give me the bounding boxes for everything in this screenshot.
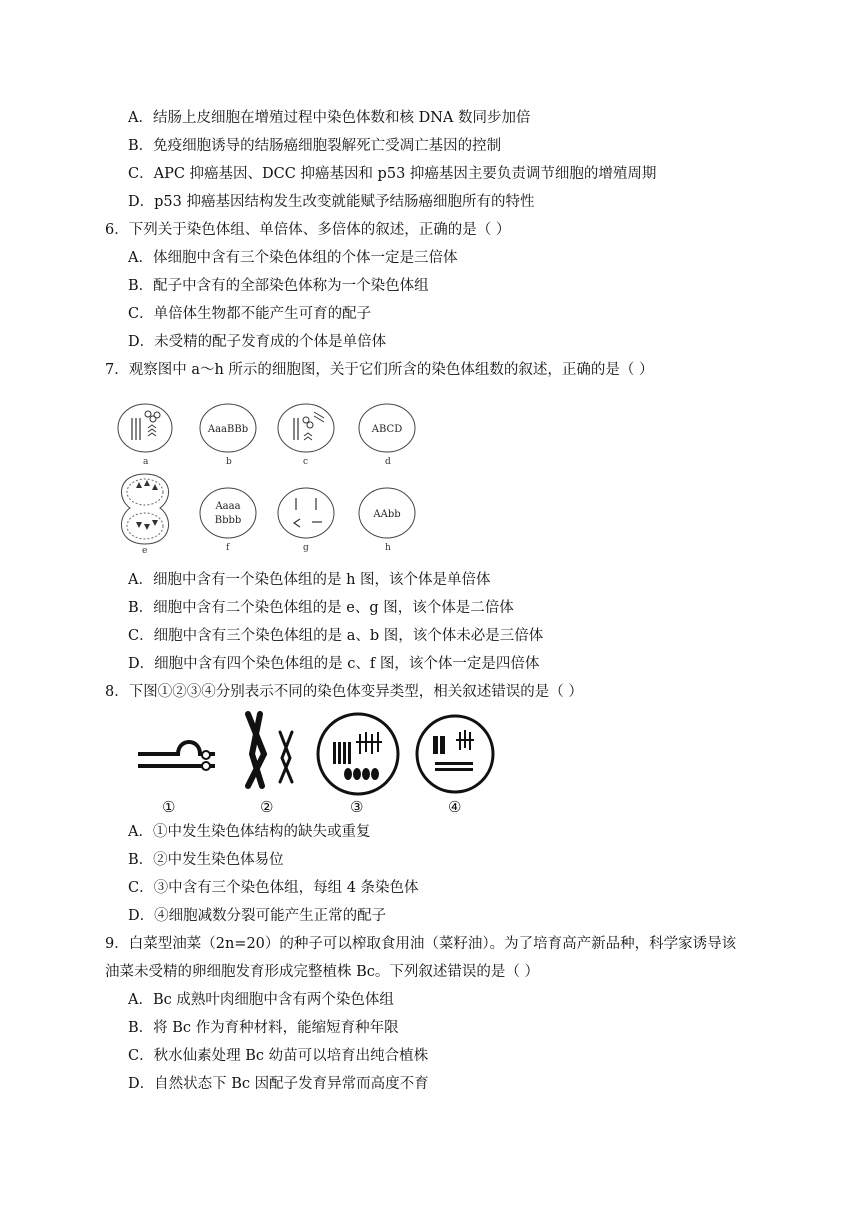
q8-stem: 8．下图①②③④分别表示不同的染色体变异类型，相关叙述错误的是（ ） (105, 684, 583, 700)
q9-stem-line1: 9．白菜型油菜（2n=20）的种子可以榨取食用油（菜籽油）。为了培育高产新品种，科学家诱导该 (105, 936, 737, 952)
cell-label-d: d (385, 457, 391, 467)
q6-stem: 6．下列关于染色体组、单倍体、多倍体的叙述，正确的是（ ） (105, 222, 511, 238)
cell-label-f: f (226, 543, 230, 553)
q5-option-b: B．免疫细胞诱导的结肠癌细胞裂解死亡受凋亡基因的控制 (128, 138, 502, 154)
q7-stem: 7．观察图中 a～h 所示的细胞图，关于它们所含的染色体组数的叙述，正确的是（ ） (105, 362, 654, 378)
q9-stem-line2: 油菜未受精的卵细胞发育形成完整植株 Bc。下列叙述错误的是（ ） (105, 964, 539, 980)
cell-label-g: g (303, 543, 309, 553)
cell-text-d: ABCD (371, 424, 403, 435)
cell-e (121, 474, 168, 556)
figure-label-4: ④ (448, 798, 462, 816)
q5-option-a: A．结肠上皮细胞在增殖过程中染色体数和核 DNA 数同步加倍 (128, 110, 531, 126)
figure-label-1: ① (162, 798, 176, 816)
cell-c (278, 404, 334, 467)
cell-h (359, 488, 415, 553)
q9-option-c: C．秋水仙素处理 Bc 幼苗可以培育出纯合植株 (128, 1048, 429, 1064)
q7-option-c: C．细胞中含有三个染色体组的是 a、b 图，该个体未必是三倍体 (128, 628, 544, 644)
cell-label-b: b (226, 457, 232, 467)
cell-label-c: c (303, 457, 309, 467)
cell-g (278, 488, 334, 553)
q6-option-a: A．体细胞中含有三个染色体组的个体一定是三倍体 (128, 250, 458, 266)
cell-b (200, 404, 256, 467)
figure-label-2: ② (260, 798, 274, 816)
q5-option-c: C．APC 抑癌基因、DCC 抑癌基因和 p53 抑癌基因主要负责调节细胞的增殖周期 (128, 166, 657, 182)
cell-label-e: e (142, 546, 148, 556)
q8-option-b: B．②中发生染色体易位 (128, 852, 284, 868)
q5-option-d: D．p53 抑癌基因结构发生改变就能赋予结肠癌细胞所有的特性 (128, 194, 535, 210)
q9-option-b: B．将 Bc 作为育种材料，能缩短育种年限 (128, 1020, 399, 1036)
cell-text-h: AAbb (373, 509, 401, 520)
q7-cell-figure (110, 398, 420, 556)
figure-label-3: ③ (350, 798, 364, 816)
variation-4 (417, 716, 493, 816)
variation-1 (138, 742, 215, 816)
cell-d (359, 404, 415, 467)
q8-option-d: D．④细胞减数分裂可能产生正常的配子 (128, 908, 387, 924)
cell-text-f-1: Aaaa (215, 501, 241, 512)
variation-3 (318, 714, 398, 816)
q7-option-b: B．细胞中含有二个染色体组的是 e、g 图，该个体是二倍体 (128, 600, 514, 616)
cell-text-f-2: Bbbb (214, 515, 242, 526)
cell-label-h: h (385, 543, 391, 553)
q8-option-c: C．③中含有三个染色体组，每组 4 条染色体 (128, 880, 419, 896)
cell-f (200, 488, 256, 553)
variation-2 (248, 714, 292, 816)
q6-option-d: D．未受精的配子发育成的个体是单倍体 (128, 334, 387, 350)
cell-text-b: AaaBBb (207, 424, 249, 435)
q7-option-a: A．细胞中含有一个染色体组的是 h 图，该个体是单倍体 (128, 572, 491, 588)
cell-a (118, 404, 172, 467)
q9-option-a: A．Bc 成熟叶肉细胞中含有两个染色体组 (128, 992, 394, 1008)
q7-option-d: D．细胞中含有四个染色体组的是 c、f 图，该个体一定是四倍体 (128, 656, 540, 672)
q8-option-a: A．①中发生染色体结构的缺失或重复 (128, 824, 371, 840)
q8-variation-figure (130, 708, 510, 820)
q9-option-d: D．自然状态下 Bc 因配子发育异常而高度不育 (128, 1076, 429, 1092)
cell-label-a: a (143, 457, 149, 467)
q6-option-c: C．单倍体生物都不能产生可育的配子 (128, 306, 372, 322)
q6-option-b: B．配子中含有的全部染色体称为一个染色体组 (128, 278, 429, 294)
